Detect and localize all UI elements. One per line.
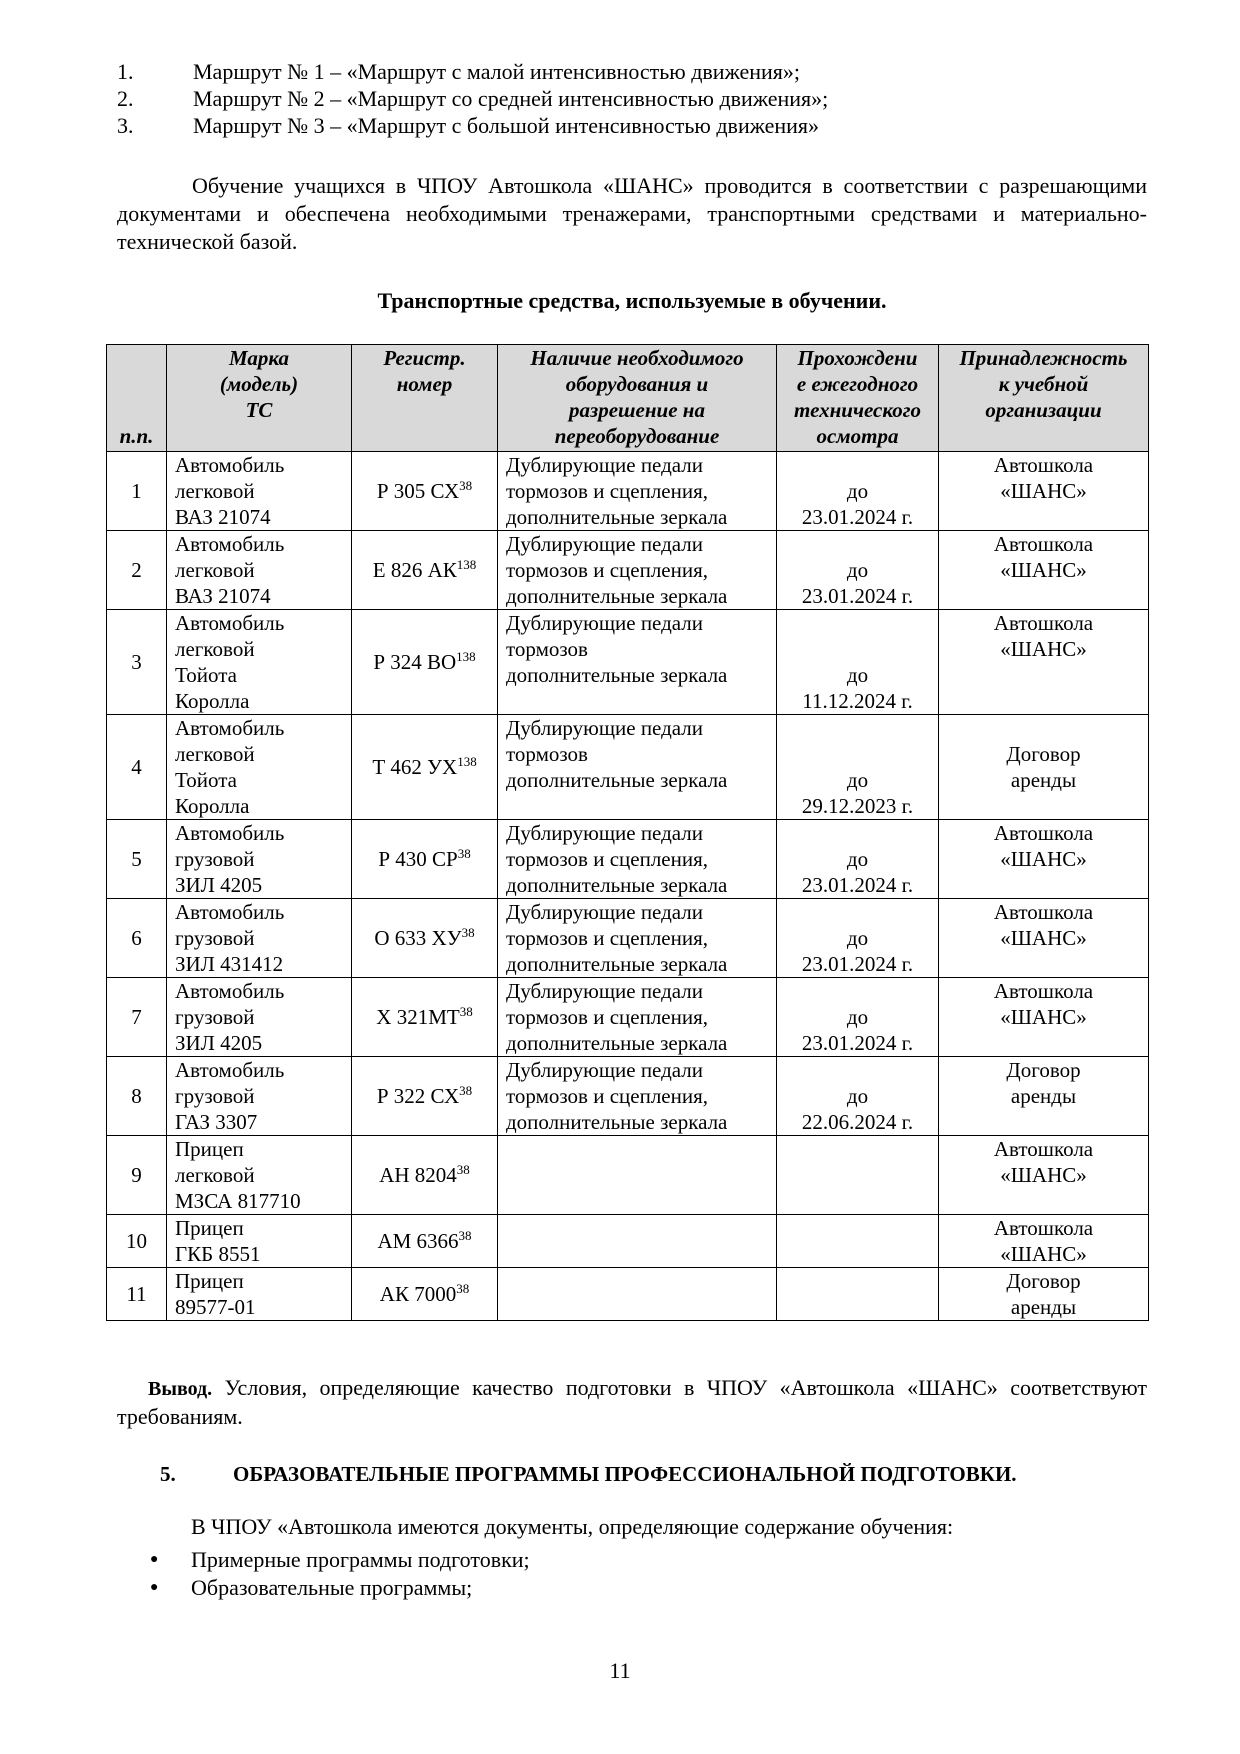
row-number: 6	[131, 926, 142, 950]
header-model	[167, 345, 352, 452]
cell-line: легковой	[175, 558, 255, 582]
cell-inspection	[777, 899, 939, 978]
region-code: 38	[458, 1228, 472, 1243]
intro-paragraph: Обучение учащихся в ЧПОУ Автошкола «ШАНС» проводится в соответствии с разрешающими документами и обеспечена необходимыми тренажерами, транспортными средствами и материально-технической базой.	[117, 173, 1147, 254]
cell-line: Тойота	[175, 663, 237, 687]
cell-line: Автошкола	[993, 1137, 1094, 1161]
cell-ownership	[939, 1268, 1149, 1321]
cell-line: «ШАНС»	[1000, 847, 1087, 871]
cell-line: тормозов и сцепления,	[506, 479, 709, 503]
cell-line: Дублирующие педали	[506, 716, 704, 740]
cell-line: Дублирующие педали	[506, 611, 704, 635]
route-item	[117, 85, 1147, 112]
cell-line: Автомобиль	[175, 979, 285, 1003]
cell-number	[107, 978, 167, 1057]
cell-line: до	[846, 847, 869, 871]
vehicles-table	[106, 344, 1149, 1321]
cell-equipment	[498, 531, 777, 610]
cell-ownership	[939, 1136, 1149, 1215]
cell-line: 23.01.2024 г.	[801, 584, 914, 608]
cell-registration	[352, 452, 498, 531]
cell-line: Прицеп	[175, 1269, 244, 1293]
cell-inspection	[777, 978, 939, 1057]
cell-ownership	[939, 1215, 1149, 1268]
cell-registration	[352, 899, 498, 978]
registration-number: Р 324 ВО	[373, 650, 457, 674]
row-number: 7	[131, 1005, 142, 1029]
cell-registration	[352, 978, 498, 1057]
bullet-icon: ●	[150, 1580, 159, 1595]
cell-inspection	[777, 1057, 939, 1136]
cell-ownership	[939, 452, 1149, 531]
table-row	[107, 899, 1149, 978]
cell-line: «ШАНС»	[1000, 637, 1087, 661]
cell-number	[107, 820, 167, 899]
registration-number: АК 7000	[379, 1282, 457, 1306]
route-item	[117, 58, 1147, 85]
header-inspection	[777, 345, 939, 452]
cell-line: Договор	[1006, 1058, 1081, 1082]
cell-line: 29.12.2023 г.	[801, 794, 914, 818]
cell-ownership	[939, 715, 1149, 820]
conclusion-label: Вывод.	[148, 1378, 213, 1400]
cell-line: дополнительные зеркала	[506, 584, 728, 608]
registration-number: Х 321МТ	[376, 1005, 460, 1029]
cell-line: Автомобиль	[175, 453, 285, 477]
cell-registration	[352, 820, 498, 899]
cell-line: до	[846, 558, 869, 582]
registration-number: Р 322 СХ	[376, 1084, 460, 1108]
cell-line: дополнительные зеркала	[506, 873, 728, 897]
cell-number	[107, 1057, 167, 1136]
cell-model	[167, 1057, 352, 1136]
cell-equipment	[498, 1057, 777, 1136]
cell-equipment	[498, 1268, 777, 1321]
cell-registration	[352, 531, 498, 610]
cell-line: Прицеп	[175, 1137, 244, 1161]
cell-registration	[352, 1215, 498, 1268]
region-code: 138	[456, 557, 477, 572]
cell-line: Дублирующие педали	[506, 979, 704, 1003]
header-registration	[352, 345, 498, 452]
cell-line: Автошкола	[993, 900, 1094, 924]
cell-line: тормозов	[506, 637, 588, 661]
cell-line: Тойота	[175, 768, 237, 792]
cell-model	[167, 715, 352, 820]
cell-number	[107, 715, 167, 820]
registration-number: АМ 6366	[377, 1229, 459, 1253]
cell-line: Автошкола	[993, 821, 1094, 845]
cell-equipment	[498, 820, 777, 899]
cell-equipment	[498, 899, 777, 978]
cell-model	[167, 452, 352, 531]
cell-line: «ШАНС»	[1000, 926, 1087, 950]
cell-line: легковой	[175, 742, 255, 766]
cell-model	[167, 1136, 352, 1215]
cell-number	[107, 531, 167, 610]
header-line: (модель)	[219, 372, 299, 396]
cell-model	[167, 899, 352, 978]
cell-line: дополнительные зеркала	[506, 1110, 728, 1134]
cell-registration	[352, 610, 498, 715]
cell-line: до	[846, 768, 869, 792]
cell-line: 23.01.2024 г.	[801, 505, 914, 529]
cell-line: дополнительные зеркала	[506, 768, 728, 792]
cell-registration	[352, 1268, 498, 1321]
cell-line: 23.01.2024 г.	[801, 1031, 914, 1055]
section-number: 5.	[160, 1462, 176, 1486]
cell-inspection	[777, 1268, 939, 1321]
cell-registration	[352, 715, 498, 820]
cell-line: Автомобиль	[175, 611, 285, 635]
cell-line: «ШАНС»	[1000, 558, 1087, 582]
cell-line: МЗСА 817710	[175, 1189, 301, 1213]
row-number: 8	[131, 1084, 142, 1108]
cell-line: Дублирующие педали	[506, 453, 704, 477]
section-title: ОБРАЗОВАТЕЛЬНЫЕ ПРОГРАММЫ ПРОФЕССИОНАЛЬНОЙ ПОДГОТОВКИ.	[233, 1462, 1017, 1486]
cell-inspection	[777, 610, 939, 715]
cell-equipment	[498, 1215, 777, 1268]
cell-registration	[352, 1136, 498, 1215]
cell-registration	[352, 1057, 498, 1136]
cell-line: до	[846, 663, 869, 687]
cell-inspection	[777, 820, 939, 899]
registration-number: Р 430 СР	[378, 847, 458, 871]
table-row	[107, 820, 1149, 899]
cell-inspection	[777, 531, 939, 610]
registration-number: Т 462 УХ	[372, 755, 458, 779]
cell-line: аренды	[1010, 1084, 1077, 1108]
cell-line: ГАЗ 3307	[175, 1110, 258, 1134]
cell-line: до	[846, 1084, 869, 1108]
cell-line: легковой	[175, 479, 255, 503]
table-row	[107, 1057, 1149, 1136]
table-body	[107, 452, 1149, 1321]
header-line: Принадлежность	[959, 346, 1128, 370]
table-row	[107, 1136, 1149, 1215]
cell-line: Договор	[1006, 742, 1081, 766]
cell-equipment	[498, 452, 777, 531]
region-code: 38	[461, 925, 475, 940]
list-item-text: Образовательные программы;	[191, 1575, 473, 1600]
cell-line: Автошкола	[993, 979, 1094, 1003]
cell-line: ЗИЛ 4205	[175, 1031, 263, 1055]
cell-line: ЗИЛ 4205	[175, 873, 263, 897]
table-row	[107, 715, 1149, 820]
cell-line: «ШАНС»	[1000, 479, 1087, 503]
header-line: Марка	[229, 346, 289, 370]
bullet-icon: ●	[150, 1552, 159, 1567]
cell-line: Автошкола	[993, 532, 1094, 556]
region-code: 38	[456, 1281, 470, 1296]
cell-line: легковой	[175, 637, 255, 661]
cell-line: тормозов и сцепления,	[506, 926, 709, 950]
cell-number	[107, 1215, 167, 1268]
route-item	[117, 112, 1147, 139]
header-line: переоборудование	[554, 424, 720, 448]
cell-line: Автошкола	[993, 1216, 1094, 1240]
table-row	[107, 531, 1149, 610]
cell-model	[167, 610, 352, 715]
cell-line: ВАЗ 21074	[175, 505, 271, 529]
region-code: 38	[459, 1083, 473, 1098]
cell-line: до	[846, 926, 869, 950]
cell-line: Королла	[175, 794, 250, 818]
cell-line: дополнительные зеркала	[506, 1031, 728, 1055]
cell-model	[167, 531, 352, 610]
header-line: осмотра	[816, 424, 899, 448]
cell-line: Автомобиль	[175, 532, 285, 556]
cell-line: Королла	[175, 689, 250, 713]
cell-line: грузовой	[175, 1084, 255, 1108]
route-number: 3.	[117, 113, 134, 138]
programs-list	[150, 1546, 530, 1602]
table-row	[107, 1268, 1149, 1321]
cell-ownership	[939, 1057, 1149, 1136]
cell-line: 11.12.2024 г.	[802, 689, 913, 713]
cell-line: грузовой	[175, 847, 255, 871]
cell-line: Дублирующие педали	[506, 821, 704, 845]
cell-model	[167, 1215, 352, 1268]
cell-number	[107, 610, 167, 715]
row-number: 9	[131, 1163, 142, 1187]
cell-model	[167, 978, 352, 1057]
cell-line: «ШАНС»	[1000, 1163, 1087, 1187]
cell-line: тормозов и сцепления,	[506, 1084, 709, 1108]
cell-model	[167, 820, 352, 899]
header-ownership	[939, 345, 1149, 452]
header-line: к учебной	[998, 372, 1089, 396]
route-text: Маршрут № 1 – «Маршрут с малой интенсивностью движения»;	[193, 59, 801, 84]
row-number: 3	[131, 650, 142, 674]
cell-number	[107, 1136, 167, 1215]
cell-line: 89577-01	[175, 1295, 256, 1319]
cell-line: Автомобиль	[175, 1058, 285, 1082]
header-line: е ежегодного	[796, 372, 919, 396]
cell-line: 23.01.2024 г.	[801, 873, 914, 897]
cell-line: 22.06.2024 г.	[801, 1110, 914, 1134]
cell-ownership	[939, 978, 1149, 1057]
cell-line: до	[846, 1005, 869, 1029]
cell-inspection	[777, 715, 939, 820]
cell-ownership	[939, 610, 1149, 715]
cell-inspection	[777, 1136, 939, 1215]
route-list	[117, 58, 1147, 139]
cell-inspection	[777, 1215, 939, 1268]
cell-line: Автошкола	[993, 611, 1094, 635]
table-row	[107, 610, 1149, 715]
cell-ownership	[939, 820, 1149, 899]
header-line: оборудования и	[565, 372, 709, 396]
row-number: 4	[131, 755, 142, 779]
region-code: 38	[457, 846, 471, 861]
region-code: 38	[459, 478, 473, 493]
region-code: 138	[457, 754, 477, 769]
row-number: 11	[126, 1282, 147, 1306]
cell-line: грузовой	[175, 1005, 255, 1029]
cell-line: Прицеп	[175, 1216, 244, 1240]
list-item	[150, 1574, 530, 1602]
cell-line: 23.01.2024 г.	[801, 952, 914, 976]
row-number: 2	[131, 558, 142, 582]
header-line: организации	[985, 398, 1102, 422]
header-number: п.п.	[107, 345, 167, 452]
cell-line: Дублирующие педали	[506, 900, 704, 924]
cell-line: «ШАНС»	[1000, 1005, 1087, 1029]
registration-number: О 633 ХУ	[374, 926, 462, 950]
cell-ownership	[939, 531, 1149, 610]
table-header-row	[107, 345, 1149, 452]
cell-line: грузовой	[175, 926, 255, 950]
cell-line: ЗИЛ 431412	[175, 952, 284, 976]
cell-line: тормозов и сцепления,	[506, 558, 709, 582]
route-number: 2.	[117, 86, 134, 111]
cell-line: аренды	[1010, 768, 1077, 792]
cell-line: дополнительные зеркала	[506, 663, 728, 687]
region-code: 138	[456, 649, 476, 664]
table-title: Транспортные средства, используемые в обучении.	[377, 288, 887, 313]
row-number: 1	[131, 479, 142, 503]
list-item-text: Примерные программы подготовки;	[191, 1547, 530, 1572]
cell-line: Автошкола	[993, 453, 1094, 477]
cell-line: ВАЗ 21074	[175, 584, 271, 608]
header-line: Регистр.	[383, 346, 466, 370]
page-number: 11	[609, 1658, 631, 1683]
cell-line: Автомобиль	[175, 716, 285, 740]
cell-equipment	[498, 715, 777, 820]
cell-line: легковой	[175, 1163, 255, 1187]
header-line: Прохождени	[797, 346, 918, 370]
cell-line: ГКБ 8551	[175, 1242, 261, 1266]
cell-line: до	[846, 479, 869, 503]
programs-intro: В ЧПОУ «Автошкола имеются документы, определяющие содержание обучения:	[191, 1514, 954, 1539]
cell-line: дополнительные зеркала	[506, 505, 728, 529]
cell-model	[167, 1268, 352, 1321]
table-row	[107, 1215, 1149, 1268]
cell-equipment	[498, 1136, 777, 1215]
row-number: 10	[126, 1229, 147, 1253]
cell-equipment	[498, 978, 777, 1057]
header-line: Наличие необходимого	[530, 346, 744, 370]
cell-line: Дублирующие педали	[506, 532, 704, 556]
table-row	[107, 978, 1149, 1057]
cell-line: тормозов и сцепления,	[506, 847, 709, 871]
cell-number	[107, 452, 167, 531]
region-code: 38	[459, 1004, 473, 1019]
conclusion-paragraph	[117, 1374, 1147, 1431]
cell-equipment	[498, 610, 777, 715]
registration-number: АН 8204	[379, 1163, 457, 1187]
cell-line: дополнительные зеркала	[506, 952, 728, 976]
cell-inspection	[777, 452, 939, 531]
section-heading	[160, 1462, 1150, 1487]
header-line: ТС	[245, 398, 273, 422]
route-number: 1.	[117, 59, 134, 84]
header-line: технического	[794, 398, 921, 422]
cell-line: Дублирующие педали	[506, 1058, 704, 1082]
registration-number: Е 826 АК	[372, 558, 457, 582]
cell-line: «ШАНС»	[1000, 1242, 1087, 1266]
registration-number: Р 305 СХ	[376, 479, 460, 503]
cell-number	[107, 1268, 167, 1321]
cell-line: тормозов	[506, 742, 588, 766]
cell-line: Автомобиль	[175, 821, 285, 845]
cell-line: Договор	[1006, 1269, 1081, 1293]
cell-line: Автомобиль	[175, 900, 285, 924]
row-number: 5	[131, 847, 142, 871]
header-line: разрешение на	[569, 398, 705, 422]
route-text: Маршрут № 2 – «Маршрут со средней интенсивностью движения»;	[193, 86, 829, 111]
header-line: номер	[396, 372, 453, 396]
cell-line: тормозов и сцепления,	[506, 1005, 709, 1029]
route-text: Маршрут № 3 – «Маршрут с большой интенсивностью движения»	[193, 113, 820, 138]
region-code: 38	[456, 1162, 470, 1177]
table-row	[107, 452, 1149, 531]
header-equipment	[498, 345, 777, 452]
cell-number	[107, 899, 167, 978]
cell-line: аренды	[1010, 1295, 1077, 1319]
list-item	[150, 1546, 530, 1574]
cell-ownership	[939, 899, 1149, 978]
conclusion-text: Условия, определяющие качество подготовки в ЧПОУ «Автошкола «ШАНС» соответствуют требованиям.	[117, 1375, 1147, 1429]
